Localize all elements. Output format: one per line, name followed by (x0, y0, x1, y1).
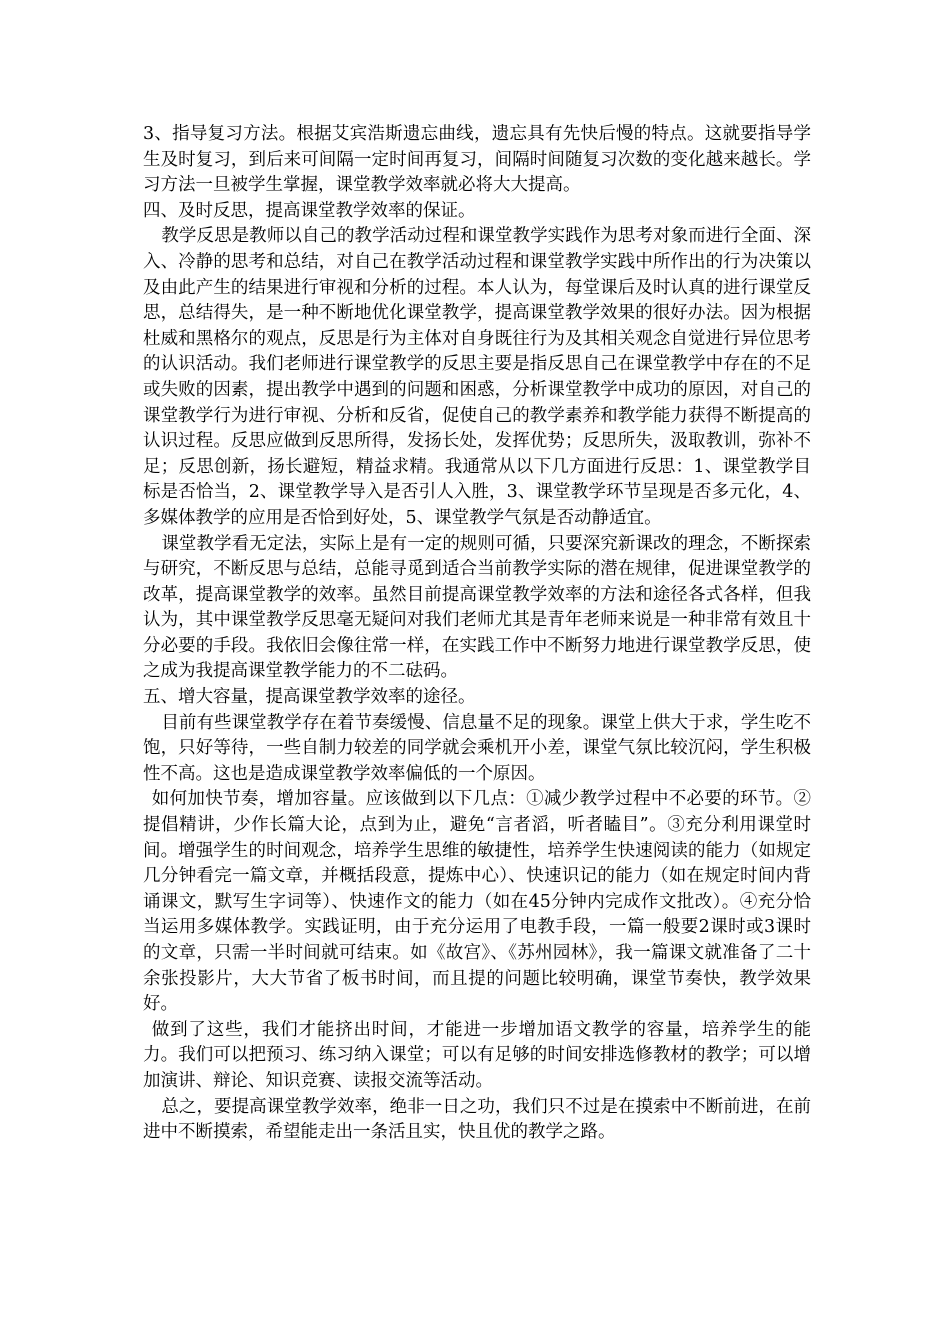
paragraph-review-method: 3、指导复习方法。根据艾宾浩斯遗忘曲线，遗忘具有先快后慢的特点。这就要指导学生及时复习，到后来可间隔一定时间再复习，间隔时间随复习次数的变化越来越长。学习方法一旦被学生掌握，课堂教学效率就必将大大提高。 (143, 124, 811, 196)
paragraph-no-fixed-method: 课堂教学看无定法，实际上是有一定的规则可循，只要深究新课改的理念，不断探索与研究，不断反思与总结，总能寻觅到适合当前教学实际的潜在规律，促进课堂教学的改革，提高课堂教学的效率。虽然目前提高课堂教学效率的方法和途径各式各样，但我认为，其中课堂教学反思毫无疑问对我们老师尤其是青年老师来说是一种非常有效且十分必要的手段。我依旧会像往常一样，在实践工作中不断努力地进行课堂教学反思，使之成为我提高课堂教学能力的不二砝码。 (143, 533, 811, 682)
paragraph-increase-capacity: 如何加快节奏，增加容量。应该做到以下几点：①减少教学过程中不必要的环节。②提倡精讲，少作长篇大论，点到为止，避免“言者滔，听者瞌目”。③充分利用课堂时间。增强学生的时间观念，培养学生思维的敏捷性，培养学生快速阅读的能力（如规定几分钟看完一篇文章，并概括段意，提炼中心）、快速识记的能力（如在规定时间内背诵课文，默写生字词等）、快速作文的能力（如在45分钟内完成作文批改）。④充分恰当运用多媒体教学。实践证明，由于充分运用了电教手段，一篇一般要2课时或3课时的文章，只需一半时间就可结束。如《故宫》、《苏州园林》，我一篇课文就准备了二十余张投影片，大大节省了板书时间，而且提的问题比较明确，课堂节奏快，教学效果好。 (143, 789, 811, 1015)
heading-section-five: 五、增大容量，提高课堂教学效率的途径。 (143, 687, 476, 708)
document-body (143, 122, 811, 1146)
paragraph-slow-pace: 目前有些课堂教学存在着节奏缓慢、信息量不足的现象。课堂上供大于求，学生吃不饱，只好等待，一些自制力较差的同学就会乘机开小差，课堂气氛比较沉闷，学生积极性不高。这也是造成课堂教学效率偏低的一个原因。 (143, 712, 811, 784)
heading-section-four: 四、及时反思，提高课堂教学效率的保证。 (143, 200, 476, 221)
paragraph-save-time: 做到了这些，我们才能挤出时间，才能进一步增加语文教学的容量，培养学生的能力。我们可以把预习、练习纳入课堂；可以有足够的时间安排选修教材的教学；可以增加演讲、辩论、知识竞赛、读报交流等活动。 (143, 1019, 811, 1091)
paragraph-conclusion: 总之，要提高课堂教学效率，绝非一日之功，我们只不过是在摸索中不断前进，在前进中不断摸索，希望能走出一条活且实，快且优的教学之路。 (143, 1096, 811, 1143)
paragraph-teaching-reflection: 教学反思是教师以自己的教学活动过程和课堂教学实践作为思考对象而进行全面、深入、冷静的思考和总结，对自己在教学活动过程和课堂教学实践中所作出的行为决策以及由此产生的结果进行审视和分析的过程。本人认为，每堂课后及时认真的进行课堂反思，总结得失，是一种不断地优化课堂教学，提高课堂教学效果的很好办法。因为根据杜威和黑格尔的观点，反思是行为主体对自身既往行为及其相关观念自觉进行异位思考的认识活动。我们老师进行课堂教学的反思主要是指反思自己在课堂教学中存在的不足或失败的因素，提出教学中遇到的问题和困惑，分析课堂教学中成功的原因，对自己的课堂教学行为进行审视、分析和反省，促使自己的教学素养和教学能力获得不断提高的认识过程。反思应做到反思所得，发扬长处，发挥优势；反思所失，汲取教训，弥补不足；反思创新，扬长避短，精益求精。我通常从以下几方面进行反思：1、课堂教学目标是否恰当，2、课堂教学导入是否引人入胜，3、课堂教学环节呈现是否多元化，4、多媒体教学的应用是否恰到好处，5、课堂教学气氛是否动静适宜。 (143, 226, 811, 528)
